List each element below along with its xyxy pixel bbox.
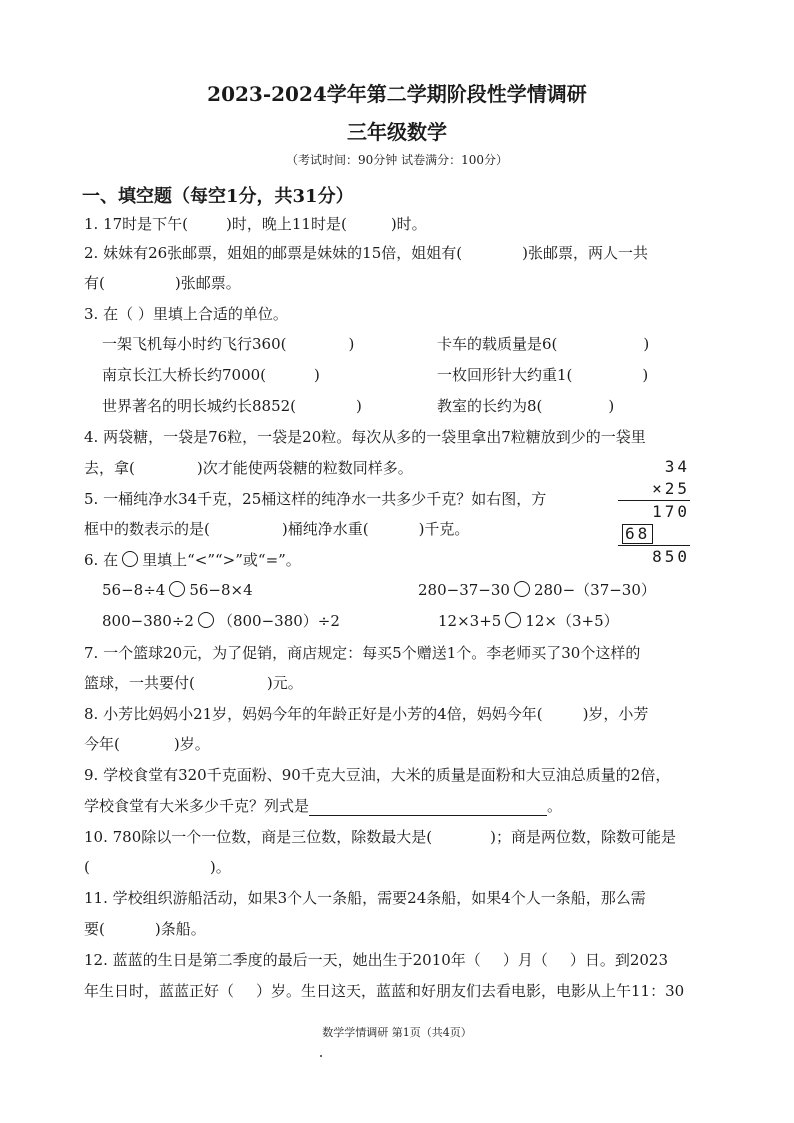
question-2-cont: 有( )张邮票。 <box>84 274 241 292</box>
exam-subtitle: 三年级数学 <box>347 120 447 144</box>
question-7-cont: 篮球，一共要付( )元。 <box>84 674 303 692</box>
compare-circle-icon[interactable] <box>514 581 530 597</box>
question-8-cont: 今年( )岁。 <box>84 735 210 753</box>
question-11: 11. 学校组织游船活动，如果3个人一条船，需要24条船，如果4个人一条船，那么需 <box>84 889 646 907</box>
question-6c: 800−380÷2 （800−380）÷2 <box>102 612 340 630</box>
question-3b: 卡车的载质量是6( ) <box>437 335 650 353</box>
question-9-cont: 学校食堂有大米多少千克？列式是 。 <box>84 797 563 815</box>
question-1: 1. 17时是下午( )时，晚上11时是( )时。 <box>84 215 427 233</box>
question-11-cont: 要( )条船。 <box>84 920 206 938</box>
question-9: 9. 学校食堂有320千克面粉、90千克大豆油，大米的质量是面粉和大豆油总质量的2倍， <box>84 766 671 784</box>
question-7: 7. 一个篮球20元，为了促销，商店规定：每买5个赠送1个。李老师买了30个这样的 <box>84 644 641 662</box>
calc-multiplier: ×25 <box>652 479 690 498</box>
compare-circle-icon[interactable] <box>505 612 521 628</box>
question-6b: 280−37−30 280−（37−30） <box>418 581 656 599</box>
question-3: 3. 在（ ）里填上合适的单位。 <box>84 305 288 323</box>
question-6: 6. 在 里填上“<”“>”或“=”。 <box>84 551 301 569</box>
question-8: 8. 小芳比妈妈小21岁，妈妈今年的年龄正好是小芳的4倍，妈妈今年( )岁，小芳 <box>84 705 649 723</box>
question-3e: 世界著名的明长城约长8852( ) <box>102 397 362 415</box>
calc-result: 850 <box>652 547 690 566</box>
exam-info: （考试时间：90分钟 试卷满分：100分） <box>286 153 508 167</box>
question-3a: 一架飞机每小时约飞行360( ) <box>102 335 355 353</box>
calc-multiplicand: 34 <box>664 457 690 476</box>
question-2: 2. 妹妹有26张邮票，姐姐的邮票是妹妹的15倍，姐姐有( )张邮票，两人一共 <box>84 244 648 262</box>
question-6d: 12×3+5 12×（3+5） <box>438 612 619 630</box>
question-10: 10. 780除以一个一位数，商是三位数，除数最大是( )；商是两位数，除数可能是 <box>84 828 676 846</box>
question-4: 4. 两袋糖，一袋是76粒，一袋是20粒。每次从多的一袋里拿出7粒糖放到少的一袋里 <box>84 428 646 446</box>
question-4-cont: 去，拿( )次才能使两袋糖的粒数同样多。 <box>84 459 413 477</box>
question-6a: 56−8÷4 56−8×4 <box>102 581 253 599</box>
exam-title: 2023-2024学年第二学期阶段性学情调研 <box>207 82 587 106</box>
vertical-multiplication <box>618 456 690 568</box>
compare-circle-icon[interactable] <box>198 612 214 628</box>
question-12-cont: 年生日时，蓝蓝正好（ ）岁。生日这天，蓝蓝和好朋友们去看电影，电影从上午11：30 <box>84 982 685 1000</box>
question-10-cont: ( )。 <box>84 858 231 876</box>
calc-partial-1: 170 <box>652 502 690 521</box>
section-heading: 一、填空题（每空1分，共31分） <box>82 186 354 207</box>
compare-circle-icon[interactable] <box>169 581 185 597</box>
question-3c: 南京长江大桥长约7000( ) <box>102 366 320 384</box>
question-3d: 一枚回形针大约重1( ) <box>437 366 649 384</box>
calc-partial-2-box: 68 <box>622 524 653 544</box>
answer-line[interactable] <box>309 801 547 816</box>
question-5: 5. 一桶纯净水34千克，25桶这样的纯净水一共多少千克？如右图，方 <box>84 490 547 508</box>
question-3f: 教室的长约为8( ) <box>437 397 615 415</box>
question-12: 12. 蓝蓝的生日是第二季度的最后一天，她出生于2010年（ ）月（ ）日。到2023 <box>84 951 669 969</box>
page-footer: 数学学情调研 第1页（共4页） <box>322 1026 472 1039</box>
scan-dot <box>320 1055 322 1057</box>
question-5-cont: 框中的数表示的是( )桶纯净水重( )千克。 <box>84 520 470 538</box>
compare-circle-icon <box>122 551 138 567</box>
calc-partial-2-row <box>618 523 690 545</box>
